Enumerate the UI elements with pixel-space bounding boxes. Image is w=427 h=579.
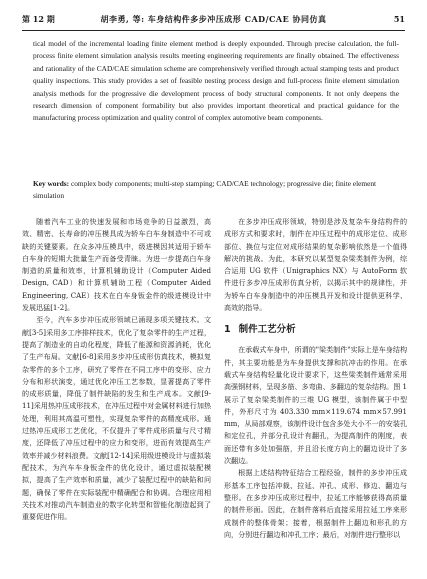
running-title: 胡李勇, 等: 车身结构件多步冲压成形 CAD/CAE 协同仿真 bbox=[100, 14, 327, 24]
page-number: 51 bbox=[393, 14, 405, 24]
running-header bbox=[22, 8, 405, 31]
section-heading bbox=[224, 323, 407, 337]
right-column bbox=[224, 216, 407, 541]
section-title: 制件工艺分析 bbox=[238, 324, 296, 336]
body-paragraph: 至今，汽车多步冲压成形领域已涌现多项关键技术。文献[3-5]采用多工序排样技术，优化了复杂零件的生产过程，提高了制造业的自动化程度，降低了能源和资源消耗，优化了生产布局。文献[6-8]采用多步冲压成形仿真技术，模拟复杂零件的多个工序，研究了零件在不同工序中的变形、应力分布和形状演变，通过优化冲压工艺参数，显著提高了零件的成形质量，降低了制件缺陷的发生和生产成本。文献[9-11]采用热冲压成形技术，在冲压过程中对金属材料进行加热处理，利用其高温可塑性，实现复杂零件的高精度成形。通过热冲压成形工艺优化，不仅提升了零件成形质量与尺寸精度，还降低了冲压过程中的应力和变形，进而有效提高生产效率并减少材料浪费。文献[12-14]采用级进模设计与虚拟装配技术，为汽车车身钣金件的优化设计，通过虚拟装配模拟，提高了生产效率和质量，减少了装配过程中的缺陷和问题，确保了零件在实际装配中精确配合和协调。合理应用相关技术对推动汽车制造业的数字化转型和智能化制造起到了重要促进作用。 bbox=[22, 315, 211, 522]
keywords bbox=[33, 178, 399, 203]
issue-number: 第 12 期 bbox=[22, 14, 55, 24]
keywords-text: complex body components; multi-step stamping; CAD/CAE technology; progressive die; finite element simulation bbox=[33, 179, 377, 201]
body-paragraph: 在承载式车身中，所谓的"梁类制件"实际上是车身结构件，其主要功能是为车身提供支撑和抗冲击的作用。在承载式车身结构轻量化设计要求下，这些梁类制件通常采用高强钢材料，呈现多筋、多弯曲、多翻边的复杂结构。图 1 展示了复杂梁类制件的三维 UG 模型，该制件属于中型件，外形尺寸为 403.330 mm×119.674 mm×57.991 mm，从局部观察，该制件设计包含多处大小不一的安装孔和定位孔，并部分孔设计有翻孔，为提高制件的刚度，表面还带有多处加强筋，并且沿长度方向上的翻边设计了多次翻边。 bbox=[224, 345, 407, 466]
left-column bbox=[22, 216, 211, 523]
english-abstract: tical model of the incremental loading finite element method is deeply expounded. Through precise calculation, the full-process finite element simulation analysis results meeting engineering requirements are finally obtained. The effectiveness and rationality of the CAD/CAE simulation scheme are comprehensively verified through actual stamping tests and product quality inspections. This study provides a set of feasible nesting process design and full-process finite element simulation analysis methods for the progressive die development process of body structural components. It not only deepens the research dimension of component formability but also provides important theoretical and practical guidance for the manufacturing process optimization and quality control of complex automotive beam components. bbox=[33, 39, 399, 123]
body-paragraph: 在多步冲压成形领域，特别是涉及复杂车身结构件的成形方式和要求时，制件在冲压过程中的成形定位、成形部位、换位与定位对成形结果的复杂影响依然是一个值得解决的挑战。为此，本研究以某型复杂梁类制件为例，综合运用 UG 软件（Unigraphics NX）与 AutoForm 软件进行多步冲压成形仿真分析，以揭示其中的规律性，并为轿车白车身制造中的冲压模具开发和设计提供更科学、高效的指导。 bbox=[224, 217, 407, 313]
section-number: 1 bbox=[224, 324, 231, 336]
keywords-label: Key words: bbox=[33, 179, 70, 188]
body-paragraph: 随着汽车工业的快速发展和市场竞争的日益激烈，高效、精密、长寿命的冲压模具成为轿车白车身制造中不可或缺的关键要素。在众多冲压模具中，级进模因其适用于轿车白车身的短期大批量生产而备受青睐。为进一步提高白车身制造的质量和效率，计算机辅助设计（Computer Aided Design, CAD）和计算机辅助工程（Computer Aided Engineering, CAE）技术在白车身钣金件的级进模设计中发展迅猛[1-2]。 bbox=[22, 217, 211, 313]
body-paragraph: 根据上述结构特征结合工程经验，制件的多步冲压成形基本工序包括冲裁、拉延、冲孔、成形、修边、翻边与整形。在多步冲压成形过程中，拉延工序能够获得高质量的制件形面。因此，在制件落料后直接采用拉延工序来形成制件的整体骨架；接着，根据制件上翻边和形孔的方向，分别进行翻边和冲孔工序；最后，对制件进行整形以 bbox=[224, 468, 407, 539]
